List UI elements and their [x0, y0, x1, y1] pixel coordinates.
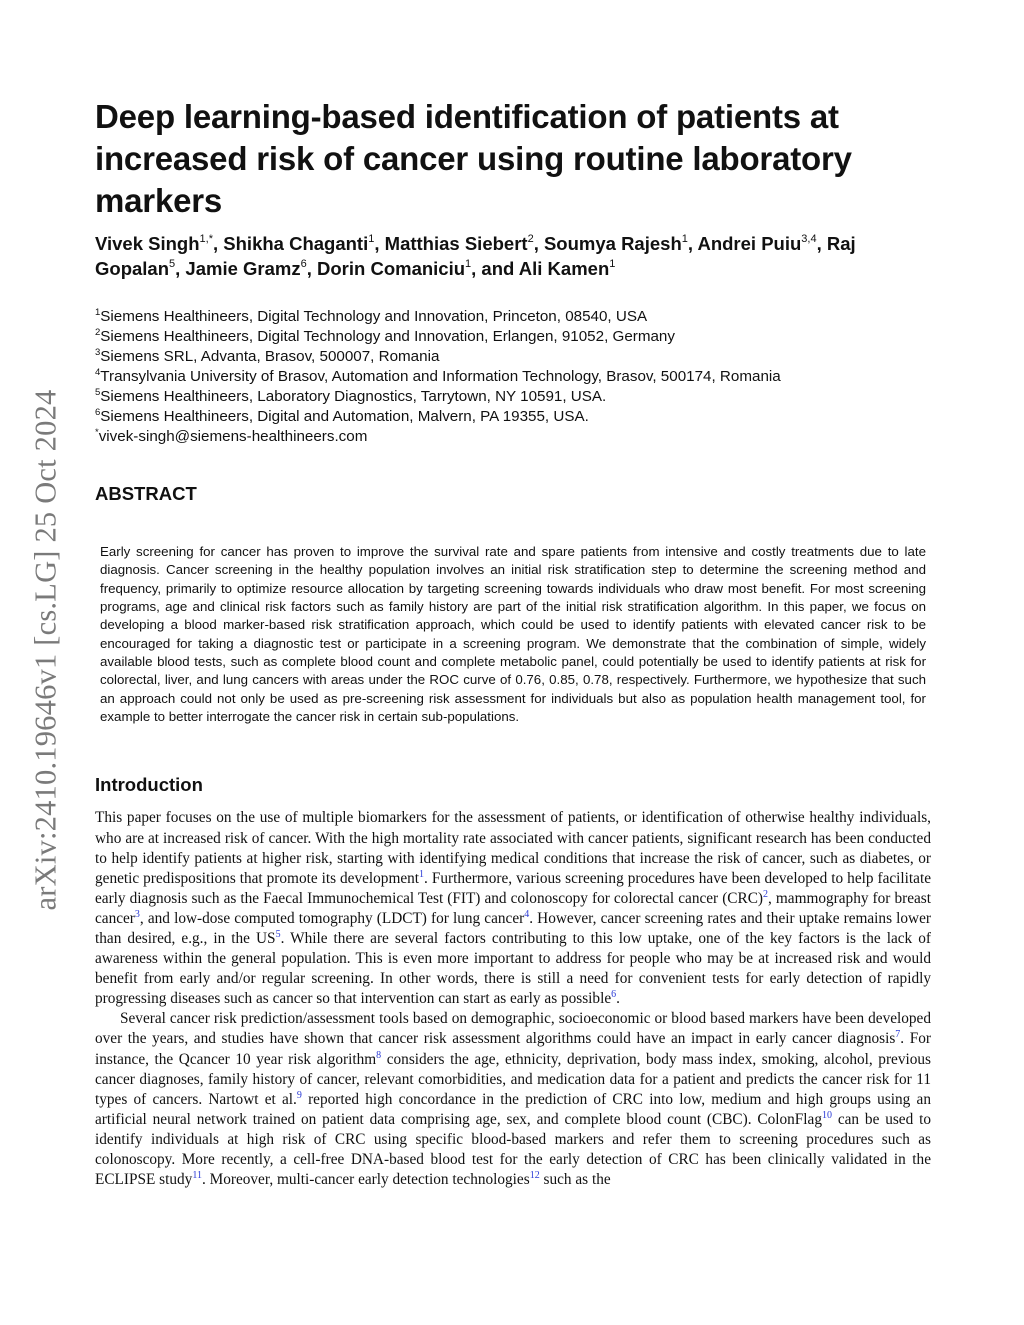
paper-title: Deep learning-based identification of patients at increased risk of cancer using routine laboratory markers — [95, 98, 852, 219]
author-separator: , and — [471, 258, 519, 279]
citation-link[interactable]: 5 — [275, 929, 281, 940]
affiliation-mark: 2 — [95, 327, 101, 338]
citation-link[interactable]: 1 — [419, 868, 425, 880]
author-affiliation-mark: 2 — [527, 233, 534, 245]
affiliation-text: Siemens Healthineers, Digital Technology and Innovation, Erlangen, 91052, Germany — [100, 328, 675, 345]
author-affiliation-mark: 6 — [300, 258, 307, 270]
author-list — [95, 231, 931, 281]
citation-link[interactable]: 8 — [376, 1049, 382, 1061]
author-name: Shikha Chaganti — [223, 233, 369, 254]
paper-page — [95, 96, 931, 1190]
author-name: Matthias Siebert — [384, 233, 528, 254]
paragraph-text: Several cancer risk prediction/assessment tools based on demographic, socioeconomic or blood based markers have been developed over the years, and studies have shown that cancer risk assessment algorithms could have an impact in early cancer diagnosis — [95, 1010, 931, 1048]
author-separator: , — [533, 233, 544, 254]
citation-link[interactable]: 2 — [763, 888, 768, 900]
author-affiliation-mark: 1,* — [199, 233, 214, 245]
author-separator: , — [306, 258, 318, 279]
author-affiliation-mark: 3,4 — [801, 233, 817, 245]
affiliation-text: vivek-singh@siemens-healthineers.com — [98, 428, 368, 445]
introduction-heading: Introduction — [95, 774, 203, 796]
author-affiliation-mark: 1 — [609, 258, 616, 270]
affiliation-text: Siemens SRL, Advanta, Brasov, 500007, Romania — [100, 348, 440, 365]
author-name: Andrei Puiu — [697, 233, 802, 254]
affiliation-item — [95, 427, 931, 447]
affiliation-mark: 3 — [95, 347, 101, 358]
paragraph-text: considers the age, ethnicity, deprivation, body mass index, smoking, alcohol, previous cancer diagnoses, family history of cancer, relevant comorbidities, and medication data for a patient and predicts the cancer risk for 11 types of cancers. Nartowt et al. — [95, 1050, 931, 1108]
citation-link[interactable]: 11 — [192, 1170, 202, 1182]
paragraph-text: . For instance, the Qcancer 10 year risk algorithm — [95, 1030, 931, 1068]
affiliation-text: Transylvania University of Brasov, Automation and Information Technology, Brasov, 500174, Romania — [100, 368, 781, 385]
paragraph-text: . — [616, 990, 620, 1008]
author-affiliation-mark: 1 — [465, 258, 472, 270]
affiliation-item — [95, 367, 931, 387]
paragraph-text: . However, cancer screening rates and their uptake remains lower than desired, e.g., in the US — [95, 909, 931, 947]
author-affiliation-mark: 1 — [681, 233, 688, 245]
paragraph-text: , and low-dose computed tomography (LDCT) for lung cancer — [139, 909, 525, 927]
affiliation-mark: 1 — [95, 307, 101, 318]
author-separator: , — [374, 233, 385, 254]
affiliation-text: Siemens Healthineers, Laboratory Diagnostics, Tarrytown, NY 10591, USA. — [100, 388, 607, 405]
citation-link[interactable]: 3 — [134, 908, 140, 920]
citation-link[interactable]: 4 — [524, 908, 530, 920]
author-name: Vivek Singh — [95, 233, 200, 254]
citation-link[interactable]: 7 — [895, 1029, 901, 1041]
abstract-text: Early screening for cancer has proven to improve the survival rate and spare patients from intensive and costly treatments due to late diagnosis. Cancer screening in the healthy population involves an initial risk stratification step to determine the screening method and frequency, primarily to optimize resource allocation by targeting screening towards individuals who draw most benefit. For most screening programs, age and clinical risk factors such as family history are part of the initial risk stratification algorithm. In this paper, we focus on developing a blood marker-based risk stratification approach, which could be used to identify patients with elevated cancer risk to be encouraged for taking a diagnostic test or participate in a screening program. We demonstrate that the combination of simple, widely available blood tests, such as complete blood count and complete metabolic panel, could potentially be used to identify patients at risk for colorectal, liver, and lung cancers with areas under the ROC curve of 0.76, 0.85, 0.78, respectively. Furthermore, we hypothesize that such an approach could not only be used as pre-screening risk assessment for individuals but also as population health management tool, for example to better interrogate the cancer risk in certain sub-populations. — [100, 544, 926, 725]
paragraph-text: . Moreover, multi-cancer early detection technologies — [201, 1171, 530, 1189]
citation-link[interactable]: 10 — [822, 1109, 832, 1121]
paragraph-text: reported high concordance in the prediction of CRC into low, medium and high groups using an artificial neural network trained on patient data comprising age, sex, and complete blood count (CBC). ColonFlag — [95, 1090, 931, 1128]
author-name: Raj Gopalan — [95, 233, 856, 279]
affiliation-mark: 5 — [95, 387, 101, 398]
affiliation-text: Siemens Healthineers, Digital Technology and Innovation, Princeton, 08540, USA — [100, 308, 648, 325]
paragraph-text: . Furthermore, various screening procedures have been developed to help facilitate early diagnosis such as the Faecal Immunochemical Test (FIT) and colonoscopy for colorectal cancer (CRC) — [95, 869, 931, 907]
author-name: Soumya Rajesh — [543, 233, 682, 254]
affiliation-mark: * — [95, 427, 99, 438]
paragraph-text: . While there are several factors contributing to this low uptake, one of the key factors is the lack of awareness within the general population. This is even more important to address for people who may be at increased risk and would benefit from early and/or regular screening. In other words, there is still a need for convenient tests for early detection of rapidly progressing diseases such as cancer so that intervention can start as early as possible — [95, 930, 931, 1008]
affiliation-item — [95, 347, 931, 367]
abstract-heading: ABSTRACT — [95, 483, 197, 504]
author-affiliation-mark: 5 — [169, 258, 176, 270]
paragraph-text: , mammography for breast cancer — [95, 889, 931, 927]
citation-link[interactable]: 9 — [296, 1089, 302, 1101]
author-separator: , — [816, 233, 827, 254]
affiliation-item — [95, 307, 931, 327]
affiliation-mark: 4 — [95, 367, 101, 378]
affiliation-text: Siemens Healthineers, Digital and Automation, Malvern, PA 19355, USA. — [100, 408, 589, 425]
author-separator: , — [687, 233, 698, 254]
author-name: Ali Kamen — [518, 258, 610, 279]
author-affiliation-mark: 1 — [368, 233, 375, 245]
affiliation-item — [95, 387, 931, 407]
arxiv-sidebar — [24, 355, 68, 945]
paragraph-text: such as the — [539, 1171, 611, 1189]
arxiv-identifier: arXiv:2410.19646v1 [cs.LG] 25 Oct 2024 — [28, 389, 63, 911]
author-name: Jamie Gramz — [185, 258, 301, 279]
author-separator: , — [213, 233, 224, 254]
citation-link[interactable]: 12 — [529, 1170, 540, 1182]
paragraph-text: can be used to identify individuals at high risk of CRC using specific blood-based markers and refer them to screening procedures such as colonoscopy. More recently, a cell-free DNA-based blood test for the early detection of CRC has been clinically validated in the ECLIPSE study — [95, 1110, 931, 1189]
affiliation-mark: 6 — [95, 407, 101, 418]
affiliation-list — [95, 307, 931, 447]
introduction-paragraph — [95, 1009, 931, 1190]
author-separator: , — [175, 258, 186, 279]
citation-link[interactable]: 6 — [611, 989, 617, 1001]
affiliation-item — [95, 327, 931, 347]
introduction-paragraph — [95, 808, 931, 1009]
paragraph-text: This paper focuses on the use of multiple biomarkers for the assessment of patients, or identification of otherwise healthy individuals, who are at increased risk of cancer. With the high mortality rate associated with cancer patients, significant research has been conducted to help identify patients at higher risk, starting with identifying medical conditions that increase the risk of cancer, such as diabetes, or genetic predispositions that promote its development — [95, 809, 931, 887]
author-name: Dorin Comaniciu — [317, 258, 466, 279]
introduction-body — [95, 808, 931, 1190]
affiliation-item — [95, 407, 931, 427]
